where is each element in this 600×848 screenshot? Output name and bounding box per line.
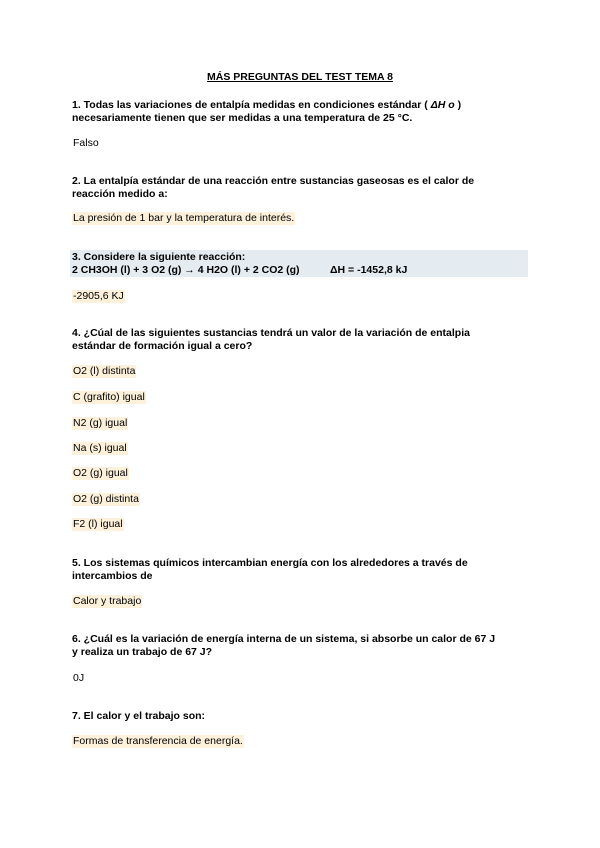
question-6-line-1: 6. ¿Cuál es la variación de energía interna de un sistema, si absorbe un calor de 67 J — [72, 633, 496, 645]
question-1 — [72, 99, 532, 125]
option-1: O2 (l) distinta — [73, 365, 136, 377]
question-4-line-1: 4. ¿Cúal de las siguientes sustancias tendrá un valor de la variación de entalpia — [72, 327, 470, 339]
answer-6: 0J — [73, 672, 85, 684]
question-1-text-a: 1. Todas las variaciones de entalpía medidas en condiciones estándar ( — [72, 99, 431, 111]
question-1-line-1 — [72, 99, 532, 112]
option-6: O2 (g) distinta — [73, 493, 139, 505]
question-3-line-1: 3. Considere la siguiente reacción: — [72, 251, 246, 263]
question-5-line-2: intercambios de — [72, 570, 153, 582]
answer-5: Calor y trabajo — [73, 595, 142, 607]
question-7-line-1: 7. El calor y el trabajo son: — [72, 710, 206, 722]
question-1-line-2: necesariamente tienen que ser medidas a una temperatura de 25 °C. — [72, 112, 413, 124]
option-4: Na (s) igual — [73, 442, 127, 454]
answer-2: La presión de 1 bar y la temperatura de interés. — [73, 212, 295, 224]
option-5: O2 (g) igual — [73, 467, 128, 479]
question-2-line-1: 2. La entalpía estándar de una reacción entre sustancias gaseosas es el calor de — [72, 175, 475, 187]
question-6-line-2: y realiza un trabajo de 67 J? — [72, 646, 213, 658]
option-7: F2 (l) igual — [73, 518, 123, 530]
question-2-line-2: reacción medido a: — [72, 188, 168, 200]
question-6 — [72, 633, 532, 659]
answer-1: Falso — [73, 137, 99, 149]
option-2: C (grafito) igual — [73, 391, 145, 403]
question-4 — [72, 327, 532, 353]
reaction-equation: 2 CH3OH (l) + 3 O2 (g) → 4 H2O (l) + 2 CO2 (g) — [72, 264, 300, 276]
question-5-line-1: 5. Los sistemas químicos intercambian energía con los alrededores a través de — [72, 557, 468, 569]
question-1-text-b: ) — [454, 99, 462, 111]
option-3: N2 (g) igual — [73, 417, 128, 429]
page-title: MÁS PREGUNTAS DEL TEST TEMA 8 — [207, 71, 393, 83]
question-7 — [72, 710, 532, 723]
answer-7: Formas de transferencia de energía. — [73, 735, 243, 747]
reaction-enthalpy: ΔH = -1452,8 kJ — [330, 264, 408, 276]
answer-3: -2905,6 KJ — [73, 290, 124, 302]
question-5 — [72, 557, 532, 583]
enthalpy-symbol: ΔH o — [430, 99, 455, 111]
question-4-line-2: estándar de formación igual a cero? — [72, 340, 253, 352]
question-2 — [72, 175, 532, 201]
